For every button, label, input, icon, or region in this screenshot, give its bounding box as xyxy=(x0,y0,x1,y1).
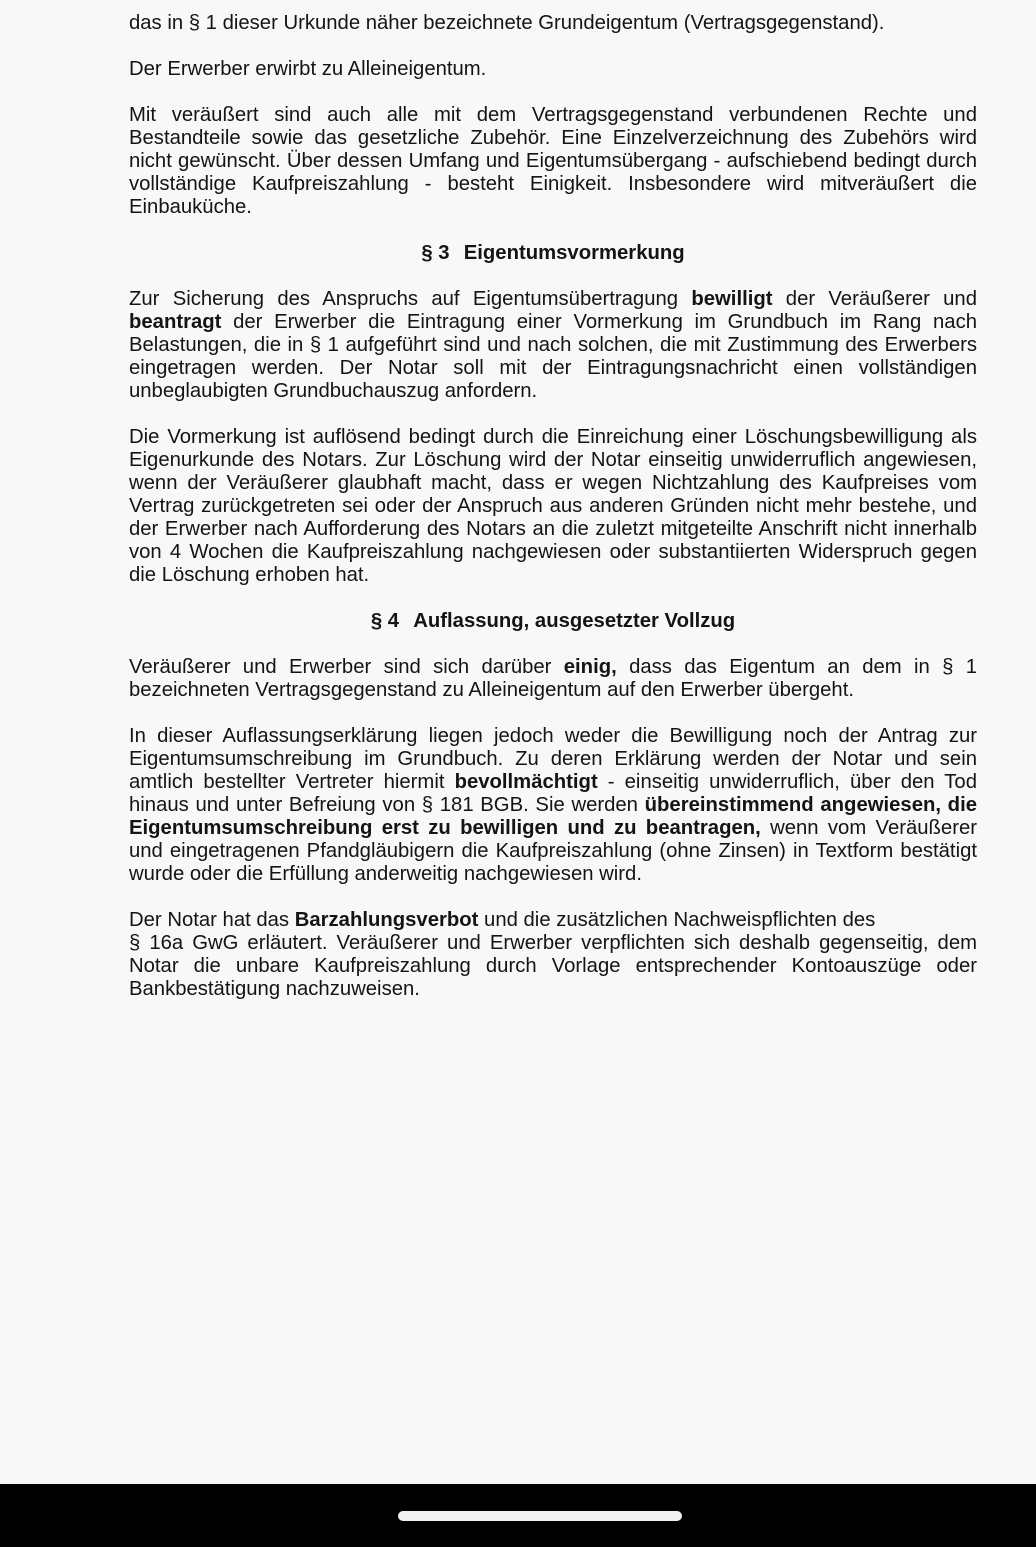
paragraph-loeschung: Die Vormerkung ist auflösend bedingt durch die Einreichung einer Löschungsbewilligung als Eigenurkunde des Notars. Zur Löschung wird der Notar einseitig unwiderruflich angewiesen, wenn der Veräußerer glaubhaft macht, dass er wegen Nichtzahlung des Kaufpreises vom Vertrag zurückgetreten sei oder der Anspruch aus anderen Gründen nicht mehr bestehe, und der Erwerber nach Aufforderung des Notars an die zuletzt mitgeteilte Anschrift nicht innerhalb von 4 Wochen die Kaufpreiszahlung nachgewiesen oder substantiierten Widerspruch gegen die Löschung erhoben hat. xyxy=(129,426,977,586)
bold-einig: einig, xyxy=(563,656,617,678)
bold-angewiesen: übereinstimmend angewiesen, die Eigentumsumschreibung erst zu bewilligen und zu beantragen, xyxy=(129,794,977,839)
paragraph-vormerkung xyxy=(129,288,977,403)
text-run: Zur Sicherung des Anspruchs auf Eigentumsübertragung xyxy=(129,288,692,310)
section-3-title: Eigentumsvormerkung xyxy=(463,242,685,264)
bold-bevollmaechtigt: bevollmächtigt xyxy=(454,771,598,793)
paragraph-vollmacht xyxy=(129,725,977,886)
section-4-number: § 4 xyxy=(370,610,400,632)
text-run: dass das Eigentum an dem in § 1 bezeichneten Vertragsgegenstand zu Alleineigentum auf den Erwerber übergeht. xyxy=(129,656,977,701)
text-run: wenn vom Veräußerer und eingetragenen Pfandgläubigern die Kaufpreiszahlung (ohne Zinsen) in Textform bestätigt wurde oder die Erfüllung anderweitig nachgewiesen wird. xyxy=(129,817,977,885)
navigation-bar xyxy=(0,1484,1036,1547)
text-run: In dieser Auflassungserklärung liegen jedoch weder die Bewilligung noch der Antrag zur Eigentumsumschreibung im Grundbuch. Zu deren Erklärung werden der Notar und sein amtlich bestellter Vertreter hiermit xyxy=(129,725,977,793)
text-run: und die zusätzlichen Nachweispflichten des xyxy=(478,909,876,931)
paragraph-ownership: Der Erwerber erwirbt zu Alleineigentum. xyxy=(129,58,487,80)
text-run: der Erwerber die Eintragung einer Vormerkung im Grundbuch im Rang nach Belastungen, die in § 1 aufgeführt sind und nach solchen, die mit Zustimmung des Erwerbers eingetragen werden. Der Notar soll mit der Eintragungsnachricht einen vollständigen unbeglaubigten Grundbuchauszug anfordern. xyxy=(129,311,977,402)
bold-barzahlungsverbot: Barzahlungsverbot xyxy=(294,909,479,931)
section-3-number: § 3 xyxy=(421,242,450,264)
paragraph-auflassung xyxy=(129,656,977,702)
text-run: Veräußerer und Erwerber sind sich darüber xyxy=(129,656,564,678)
text-run: § 16a GwG erläutert. Veräußerer und Erwerber verpflichten sich deshalb gegenseitig, dem Notar die unbare Kaufpreiszahlung durch Vorlage entsprechender Kontoauszüge oder Bankbestätigung nachzuweisen. xyxy=(129,932,977,1000)
bold-beantragt: beantragt xyxy=(129,311,222,333)
home-indicator[interactable] xyxy=(398,1511,682,1521)
paragraph-barzahlungsverbot xyxy=(129,909,977,1001)
document-page xyxy=(129,12,977,1024)
text-run: der Veräußerer und xyxy=(772,288,977,310)
section-4-heading xyxy=(129,610,977,633)
text-run: Der Notar hat das xyxy=(129,909,295,931)
bold-bewilligt: bewilligt xyxy=(691,288,773,310)
paragraph-object: das in § 1 dieser Urkunde näher bezeichnete Grundeigentum (Vertragsgegenstand). xyxy=(129,12,885,34)
section-4-title: Auflassung, ausgesetzter Vollzug xyxy=(413,610,736,632)
section-3-heading xyxy=(129,242,977,265)
text-run: - einseitig unwiderruflich, über den Tod hinaus und unter Befreiung von § 181 BGB. Sie werden xyxy=(129,771,977,816)
paragraph-accessories: Mit veräußert sind auch alle mit dem Vertragsgegenstand verbundenen Rechte und Bestandteile sowie das gesetzliche Zubehör. Eine Einzelverzeichnung des Zubehörs wird nicht gewünscht. Über dessen Umfang und Eigentumsübergang - aufschiebend bedingt durch vollständige Kaufpreiszahlung - besteht Einigkeit. Insbesondere wird mitveräußert die Einbauküche. xyxy=(129,104,977,218)
